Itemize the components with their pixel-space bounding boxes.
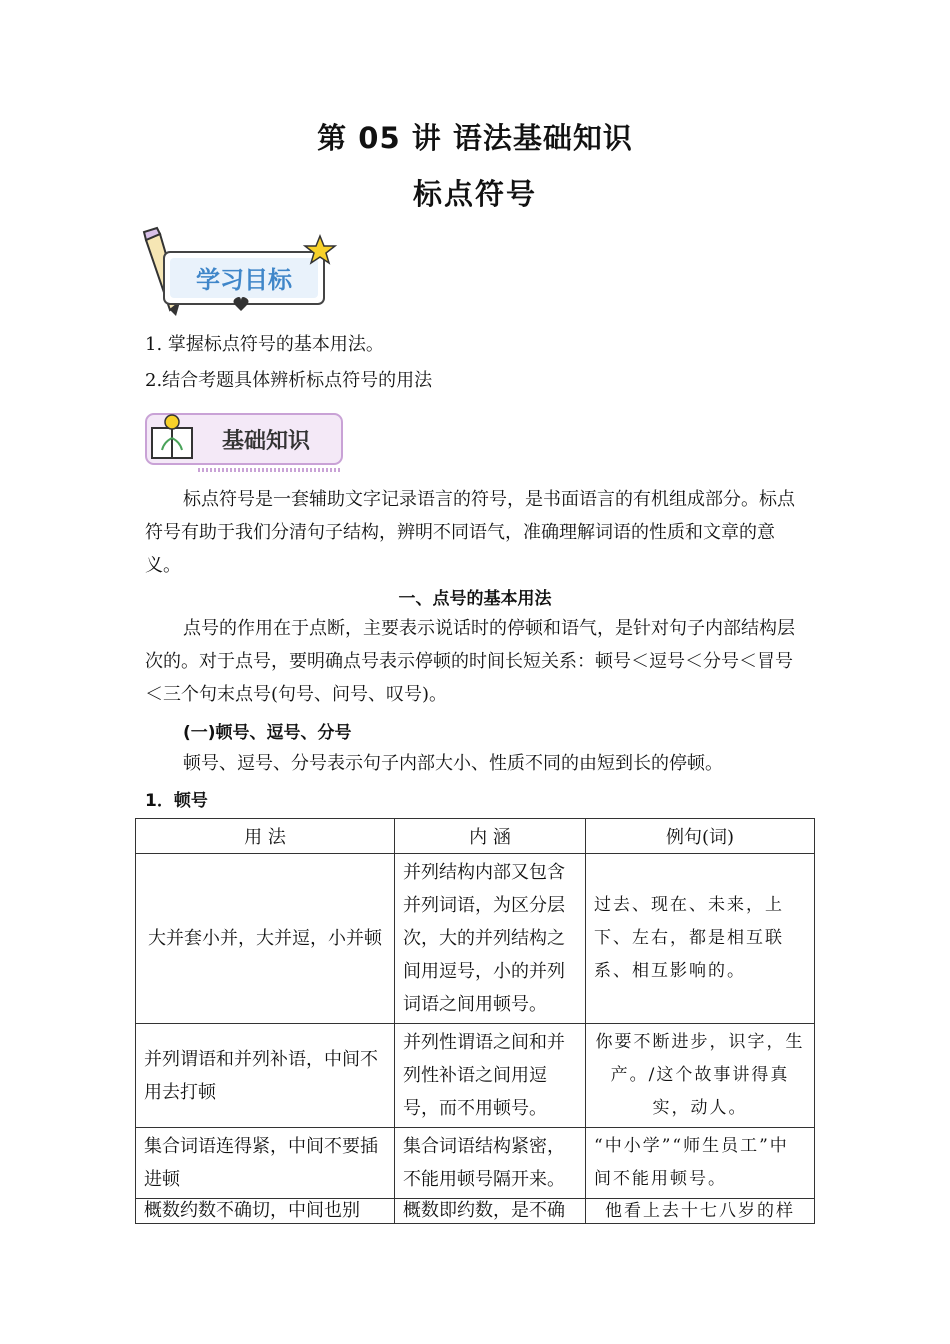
table-cell: 集合词语结构紧密，不能用顿号隔开来。 [395,1128,586,1199]
table-cell: 并列谓语和并列补语，中间不用去打顿 [136,1024,395,1128]
basic-knowledge-label: 基础知识 [221,429,311,454]
dot-usage-paragraph: 点号的作用在于点断，主要表示说话时的停顿和语气，是针对句子内部结构层次的。对于点号，要明确点号表示停顿的时间长短关系：顿号＜逗号＜分号＜冒号＜三个句末点号(句号、问号、叹号)。 [145,618,795,705]
pause-paragraph: 顿号、逗号、分号表示句子内部大小、性质不同的由短到长的停顿。 [183,753,723,774]
table-row [136,854,815,1024]
table-row [136,1024,815,1128]
table-header-row [136,819,815,854]
page-subtitle: 标点符号 [412,177,537,211]
column-header: 例句(词) [586,819,815,854]
table-cell: “中小学”“师生员工”中间不能用顿号。 [586,1128,815,1199]
table-cell: 大并套小并，大并逗，小并顿 [136,854,395,1024]
table-cell: 你要不断进步，识字，生产。/这个故事讲得真实，动人。 [586,1024,815,1128]
table-cell: 他看上去十七八岁的样 [586,1199,815,1224]
table-row [136,1128,815,1199]
learning-goals-banner [140,226,340,318]
learning-goals-label: 学习目标 [196,266,292,294]
basic-knowledge-banner [140,408,350,476]
section-heading: 一、点号的基本用法 [398,589,552,609]
comma-usage-table [135,818,815,1224]
goal-item: 2.结合考题具体辨析标点符号的用法 [145,370,433,391]
page-title: 第 05 讲 语法基础知识 [317,121,633,155]
table-cell: 概数即约数，是不确 [395,1199,586,1224]
column-header: 用 法 [136,819,395,854]
table-cell: 并列结构内部又包含并列词语，为区分层次，大的并列结构之间用逗号，小的并列词语之间用顿号。 [395,854,586,1024]
table-cell: 并列性谓语之间和并列性补语之间用逗号，而不用顿号。 [395,1024,586,1128]
table-cell: 集合词语连得紧，中间不要插进顿 [136,1128,395,1199]
table-row [136,1199,815,1224]
table-cell: 概数约数不确切，中间也别 [136,1199,395,1224]
table-cell: 过去、现在、未来，上下、左右，都是相互联系、相互影响的。 [586,854,815,1024]
column-header: 内 涵 [395,819,586,854]
goal-item: 1. 掌握标点符号的基本用法。 [145,334,384,355]
item-heading: 1．顿号 [145,791,208,811]
intro-paragraph: 标点符号是一套辅助文字记录语言的符号，是书面语言的有机组成部分。标点符号有助于我们分清句子结构，辨明不同语气，准确理解词语的性质和文章的意义。 [145,489,795,576]
subsection-heading: (一)顿号、逗号、分号 [183,723,352,743]
